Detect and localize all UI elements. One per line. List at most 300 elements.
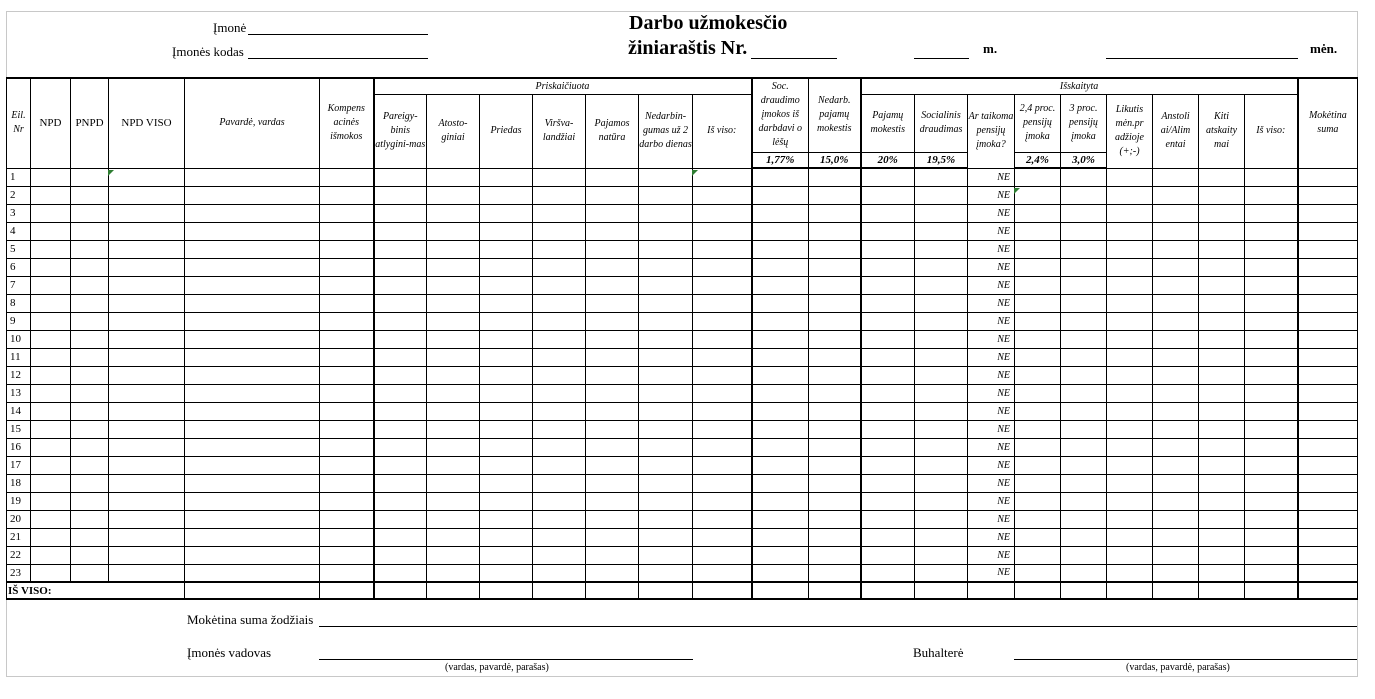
table-cell[interactable] [1199, 510, 1245, 528]
table-cell[interactable] [31, 294, 71, 312]
table-cell[interactable] [533, 276, 586, 294]
table-cell[interactable] [1153, 204, 1199, 222]
table-cell[interactable] [586, 438, 639, 456]
table-cell[interactable] [1015, 186, 1061, 204]
table-cell[interactable] [185, 474, 320, 492]
table-cell[interactable] [1199, 384, 1245, 402]
table-cell[interactable] [71, 402, 109, 420]
table-cell[interactable] [639, 402, 693, 420]
table-cell[interactable] [752, 276, 809, 294]
table-cell[interactable] [109, 186, 185, 204]
table-cell[interactable] [480, 564, 533, 582]
table-cell[interactable] [533, 528, 586, 546]
table-cell[interactable] [586, 510, 639, 528]
table-cell[interactable] [1245, 474, 1298, 492]
table-cell[interactable] [31, 474, 71, 492]
table-cell[interactable] [1199, 456, 1245, 474]
table-cell[interactable] [533, 438, 586, 456]
table-cell[interactable] [809, 564, 861, 582]
table-cell[interactable] [31, 528, 71, 546]
table-cell[interactable] [809, 276, 861, 294]
table-cell[interactable] [693, 546, 752, 564]
table-cell[interactable] [1245, 276, 1298, 294]
table-cell[interactable] [31, 222, 71, 240]
table-cell[interactable] [31, 168, 71, 186]
table-cell[interactable] [109, 222, 185, 240]
table-cell[interactable] [693, 348, 752, 366]
table-cell[interactable] [1015, 366, 1061, 384]
table-cell[interactable] [586, 474, 639, 492]
table-cell[interactable] [639, 528, 693, 546]
pension-flag-cell[interactable]: NE [968, 366, 1015, 384]
table-cell[interactable] [1153, 276, 1199, 294]
table-cell[interactable] [31, 420, 71, 438]
table-cell[interactable] [915, 438, 968, 456]
table-cell[interactable] [1298, 474, 1358, 492]
table-cell[interactable] [915, 546, 968, 564]
table-cell[interactable] [639, 222, 693, 240]
table-cell[interactable] [374, 420, 427, 438]
table-cell[interactable] [1153, 528, 1199, 546]
table-cell[interactable] [1015, 384, 1061, 402]
table-cell[interactable] [1153, 492, 1199, 510]
table-cell[interactable] [109, 438, 185, 456]
table-cell[interactable] [1245, 294, 1298, 312]
table-cell[interactable] [1153, 564, 1199, 582]
table-cell[interactable] [809, 222, 861, 240]
table-cell[interactable] [639, 438, 693, 456]
table-cell[interactable] [693, 312, 752, 330]
table-cell[interactable] [1061, 420, 1107, 438]
table-cell[interactable] [533, 240, 586, 258]
table-cell[interactable] [586, 384, 639, 402]
table-cell[interactable] [1061, 276, 1107, 294]
table-cell[interactable] [1015, 492, 1061, 510]
table-cell[interactable] [693, 438, 752, 456]
table-cell[interactable] [374, 366, 427, 384]
table-cell[interactable] [320, 294, 374, 312]
table-cell[interactable] [861, 546, 915, 564]
table-cell[interactable] [109, 528, 185, 546]
table-cell[interactable] [586, 276, 639, 294]
table-cell[interactable] [586, 420, 639, 438]
table-cell[interactable] [639, 492, 693, 510]
table-cell[interactable] [1061, 330, 1107, 348]
table-cell[interactable] [809, 420, 861, 438]
table-cell[interactable] [693, 456, 752, 474]
table-cell[interactable] [109, 492, 185, 510]
table-cell[interactable] [320, 402, 374, 420]
table-cell[interactable] [861, 528, 915, 546]
table-cell[interactable] [1298, 330, 1358, 348]
table-cell[interactable] [1245, 222, 1298, 240]
table-cell[interactable] [809, 366, 861, 384]
table-cell[interactable] [1107, 384, 1153, 402]
table-cell[interactable] [71, 330, 109, 348]
pension-flag-cell[interactable]: NE [968, 240, 1015, 258]
table-cell[interactable] [109, 168, 185, 186]
table-cell[interactable] [752, 384, 809, 402]
table-cell[interactable] [1015, 168, 1061, 186]
table-cell[interactable] [320, 348, 374, 366]
table-cell[interactable] [693, 528, 752, 546]
table-cell[interactable] [693, 186, 752, 204]
table-cell[interactable] [320, 564, 374, 582]
table-cell[interactable] [480, 222, 533, 240]
table-cell[interactable] [1107, 438, 1153, 456]
table-cell[interactable] [861, 474, 915, 492]
table-cell[interactable] [374, 258, 427, 276]
table-cell[interactable] [533, 204, 586, 222]
table-cell[interactable] [533, 294, 586, 312]
table-cell[interactable] [427, 168, 480, 186]
table-cell[interactable] [639, 546, 693, 564]
table-cell[interactable] [185, 564, 320, 582]
table-cell[interactable] [1061, 564, 1107, 582]
table-cell[interactable] [31, 348, 71, 366]
table-cell[interactable] [1153, 312, 1199, 330]
table-cell[interactable] [480, 438, 533, 456]
table-cell[interactable] [915, 456, 968, 474]
table-cell[interactable] [1015, 276, 1061, 294]
table-cell[interactable] [693, 258, 752, 276]
table-cell[interactable] [185, 438, 320, 456]
table-cell[interactable] [374, 294, 427, 312]
table-cell[interactable] [185, 240, 320, 258]
imone-field[interactable] [248, 34, 428, 35]
pension-flag-cell[interactable]: NE [968, 204, 1015, 222]
table-cell[interactable] [809, 474, 861, 492]
table-cell[interactable] [71, 168, 109, 186]
table-cell[interactable] [480, 402, 533, 420]
table-cell[interactable] [693, 384, 752, 402]
table-cell[interactable] [809, 456, 861, 474]
table-cell[interactable] [861, 312, 915, 330]
table-cell[interactable] [480, 168, 533, 186]
table-cell[interactable] [320, 546, 374, 564]
table-cell[interactable] [320, 258, 374, 276]
table-cell[interactable] [693, 294, 752, 312]
table-cell[interactable] [71, 240, 109, 258]
table-cell[interactable] [752, 402, 809, 420]
table-cell[interactable] [1015, 204, 1061, 222]
table-cell[interactable] [1107, 456, 1153, 474]
table-cell[interactable] [809, 528, 861, 546]
table-cell[interactable] [639, 564, 693, 582]
table-cell[interactable] [427, 474, 480, 492]
table-cell[interactable] [1107, 312, 1153, 330]
table-cell[interactable] [1298, 420, 1358, 438]
table-cell[interactable] [1061, 258, 1107, 276]
table-cell[interactable] [639, 348, 693, 366]
table-cell[interactable] [693, 492, 752, 510]
pension-flag-cell[interactable]: NE [968, 348, 1015, 366]
table-cell[interactable] [427, 492, 480, 510]
table-cell[interactable] [586, 564, 639, 582]
table-cell[interactable] [915, 420, 968, 438]
table-cell[interactable] [861, 186, 915, 204]
table-cell[interactable] [480, 204, 533, 222]
table-cell[interactable] [374, 186, 427, 204]
table-cell[interactable] [1153, 294, 1199, 312]
table-cell[interactable] [1107, 546, 1153, 564]
table-cell[interactable] [752, 186, 809, 204]
table-cell[interactable] [109, 348, 185, 366]
table-cell[interactable] [586, 546, 639, 564]
table-cell[interactable] [1107, 366, 1153, 384]
table-cell[interactable] [752, 492, 809, 510]
table-cell[interactable] [427, 258, 480, 276]
table-cell[interactable] [31, 546, 71, 564]
pension-flag-cell[interactable]: NE [968, 546, 1015, 564]
table-cell[interactable] [915, 222, 968, 240]
table-cell[interactable] [427, 564, 480, 582]
table-cell[interactable] [861, 438, 915, 456]
table-cell[interactable] [1199, 294, 1245, 312]
table-cell[interactable] [639, 312, 693, 330]
table-cell[interactable] [1107, 420, 1153, 438]
pension-flag-cell[interactable]: NE [968, 384, 1015, 402]
table-cell[interactable] [639, 204, 693, 222]
table-cell[interactable] [693, 474, 752, 492]
table-cell[interactable] [1199, 546, 1245, 564]
table-cell[interactable] [1245, 168, 1298, 186]
table-cell[interactable] [861, 276, 915, 294]
table-cell[interactable] [1015, 564, 1061, 582]
table-cell[interactable] [31, 240, 71, 258]
table-cell[interactable] [693, 420, 752, 438]
table-cell[interactable] [374, 438, 427, 456]
table-cell[interactable] [427, 528, 480, 546]
table-cell[interactable] [639, 384, 693, 402]
table-cell[interactable] [1298, 564, 1358, 582]
table-cell[interactable] [1153, 348, 1199, 366]
table-cell[interactable] [374, 474, 427, 492]
table-cell[interactable] [861, 204, 915, 222]
table-cell[interactable] [1298, 222, 1358, 240]
table-cell[interactable] [861, 168, 915, 186]
table-cell[interactable] [809, 186, 861, 204]
table-cell[interactable] [427, 366, 480, 384]
table-cell[interactable] [320, 456, 374, 474]
table-cell[interactable] [374, 276, 427, 294]
table-cell[interactable] [693, 402, 752, 420]
table-cell[interactable] [1061, 186, 1107, 204]
pension-flag-cell[interactable]: NE [968, 456, 1015, 474]
table-cell[interactable] [480, 492, 533, 510]
table-cell[interactable] [71, 366, 109, 384]
table-cell[interactable] [109, 276, 185, 294]
table-cell[interactable] [1153, 240, 1199, 258]
table-cell[interactable] [71, 204, 109, 222]
table-cell[interactable] [320, 474, 374, 492]
table-cell[interactable] [1107, 330, 1153, 348]
moketina-zodziais-field[interactable] [319, 626, 1357, 627]
table-cell[interactable] [109, 420, 185, 438]
table-cell[interactable] [1298, 312, 1358, 330]
table-cell[interactable] [915, 492, 968, 510]
table-cell[interactable] [586, 240, 639, 258]
table-cell[interactable] [752, 294, 809, 312]
table-cell[interactable] [71, 258, 109, 276]
table-cell[interactable] [185, 366, 320, 384]
table-cell[interactable] [1245, 528, 1298, 546]
table-cell[interactable] [586, 492, 639, 510]
table-cell[interactable] [752, 420, 809, 438]
table-cell[interactable] [71, 294, 109, 312]
table-cell[interactable] [1245, 312, 1298, 330]
table-cell[interactable] [533, 474, 586, 492]
table-cell[interactable] [109, 456, 185, 474]
table-cell[interactable] [586, 258, 639, 276]
table-cell[interactable] [427, 276, 480, 294]
table-cell[interactable] [427, 240, 480, 258]
table-cell[interactable] [752, 222, 809, 240]
table-cell[interactable] [480, 510, 533, 528]
table-cell[interactable] [861, 258, 915, 276]
table-cell[interactable] [71, 348, 109, 366]
table-cell[interactable] [693, 564, 752, 582]
table-cell[interactable] [320, 222, 374, 240]
table-cell[interactable] [185, 258, 320, 276]
table-cell[interactable] [1298, 384, 1358, 402]
table-cell[interactable] [861, 402, 915, 420]
table-cell[interactable] [809, 384, 861, 402]
table-cell[interactable] [185, 348, 320, 366]
table-cell[interactable] [639, 276, 693, 294]
table-cell[interactable] [533, 546, 586, 564]
table-cell[interactable] [533, 564, 586, 582]
table-cell[interactable] [752, 510, 809, 528]
table-cell[interactable] [374, 240, 427, 258]
table-cell[interactable] [109, 510, 185, 528]
table-cell[interactable] [915, 474, 968, 492]
table-cell[interactable] [639, 474, 693, 492]
table-cell[interactable] [31, 366, 71, 384]
table-cell[interactable] [1298, 186, 1358, 204]
table-cell[interactable] [809, 312, 861, 330]
table-cell[interactable] [1061, 510, 1107, 528]
table-cell[interactable] [31, 312, 71, 330]
table-cell[interactable] [1015, 294, 1061, 312]
table-cell[interactable] [1107, 294, 1153, 312]
table-cell[interactable] [374, 528, 427, 546]
table-cell[interactable] [480, 186, 533, 204]
table-cell[interactable] [861, 294, 915, 312]
table-cell[interactable] [31, 438, 71, 456]
table-cell[interactable] [1061, 528, 1107, 546]
table-cell[interactable] [71, 438, 109, 456]
table-cell[interactable] [427, 186, 480, 204]
table-cell[interactable] [639, 294, 693, 312]
table-cell[interactable] [374, 456, 427, 474]
table-cell[interactable] [1061, 492, 1107, 510]
table-cell[interactable] [1199, 186, 1245, 204]
table-cell[interactable] [1298, 402, 1358, 420]
table-cell[interactable] [320, 438, 374, 456]
table-cell[interactable] [1015, 456, 1061, 474]
table-cell[interactable] [1245, 258, 1298, 276]
table-cell[interactable] [639, 456, 693, 474]
table-cell[interactable] [1199, 420, 1245, 438]
table-cell[interactable] [861, 366, 915, 384]
table-cell[interactable] [109, 240, 185, 258]
table-cell[interactable] [1061, 474, 1107, 492]
table-cell[interactable] [1245, 348, 1298, 366]
table-cell[interactable] [861, 564, 915, 582]
table-cell[interactable] [693, 204, 752, 222]
table-cell[interactable] [1199, 168, 1245, 186]
table-cell[interactable] [861, 492, 915, 510]
table-cell[interactable] [1199, 204, 1245, 222]
table-cell[interactable] [1015, 330, 1061, 348]
table-cell[interactable] [639, 186, 693, 204]
table-cell[interactable] [1107, 168, 1153, 186]
table-cell[interactable] [639, 510, 693, 528]
table-cell[interactable] [1015, 312, 1061, 330]
table-cell[interactable] [1298, 204, 1358, 222]
table-cell[interactable] [809, 240, 861, 258]
table-cell[interactable] [1107, 402, 1153, 420]
pension-flag-cell[interactable]: NE [968, 222, 1015, 240]
table-cell[interactable] [586, 366, 639, 384]
table-cell[interactable] [71, 546, 109, 564]
table-cell[interactable] [185, 276, 320, 294]
table-cell[interactable] [185, 294, 320, 312]
table-cell[interactable] [185, 168, 320, 186]
table-cell[interactable] [480, 420, 533, 438]
table-cell[interactable] [109, 366, 185, 384]
table-cell[interactable] [31, 510, 71, 528]
table-cell[interactable] [1061, 294, 1107, 312]
table-cell[interactable] [1107, 240, 1153, 258]
table-cell[interactable] [752, 330, 809, 348]
pension-flag-cell[interactable]: NE [968, 168, 1015, 186]
table-cell[interactable] [586, 222, 639, 240]
table-cell[interactable] [427, 420, 480, 438]
table-cell[interactable] [586, 294, 639, 312]
table-cell[interactable] [31, 456, 71, 474]
table-cell[interactable] [752, 312, 809, 330]
table-cell[interactable] [1298, 258, 1358, 276]
pension-flag-cell[interactable]: NE [968, 564, 1015, 582]
table-cell[interactable] [1199, 330, 1245, 348]
pension-flag-cell[interactable]: NE [968, 294, 1015, 312]
table-cell[interactable] [693, 168, 752, 186]
table-cell[interactable] [752, 366, 809, 384]
table-cell[interactable] [1061, 402, 1107, 420]
table-cell[interactable] [533, 510, 586, 528]
table-cell[interactable] [1298, 546, 1358, 564]
table-cell[interactable] [533, 492, 586, 510]
table-cell[interactable] [1107, 222, 1153, 240]
table-cell[interactable] [1199, 492, 1245, 510]
table-cell[interactable] [533, 330, 586, 348]
table-cell[interactable] [533, 222, 586, 240]
table-cell[interactable] [109, 330, 185, 348]
table-cell[interactable] [533, 168, 586, 186]
table-cell[interactable] [1199, 438, 1245, 456]
table-cell[interactable] [1245, 402, 1298, 420]
table-cell[interactable] [1153, 366, 1199, 384]
table-cell[interactable] [1015, 474, 1061, 492]
table-cell[interactable] [374, 348, 427, 366]
table-cell[interactable] [1153, 168, 1199, 186]
table-cell[interactable] [185, 528, 320, 546]
table-cell[interactable] [71, 510, 109, 528]
table-cell[interactable] [480, 330, 533, 348]
table-cell[interactable] [809, 546, 861, 564]
